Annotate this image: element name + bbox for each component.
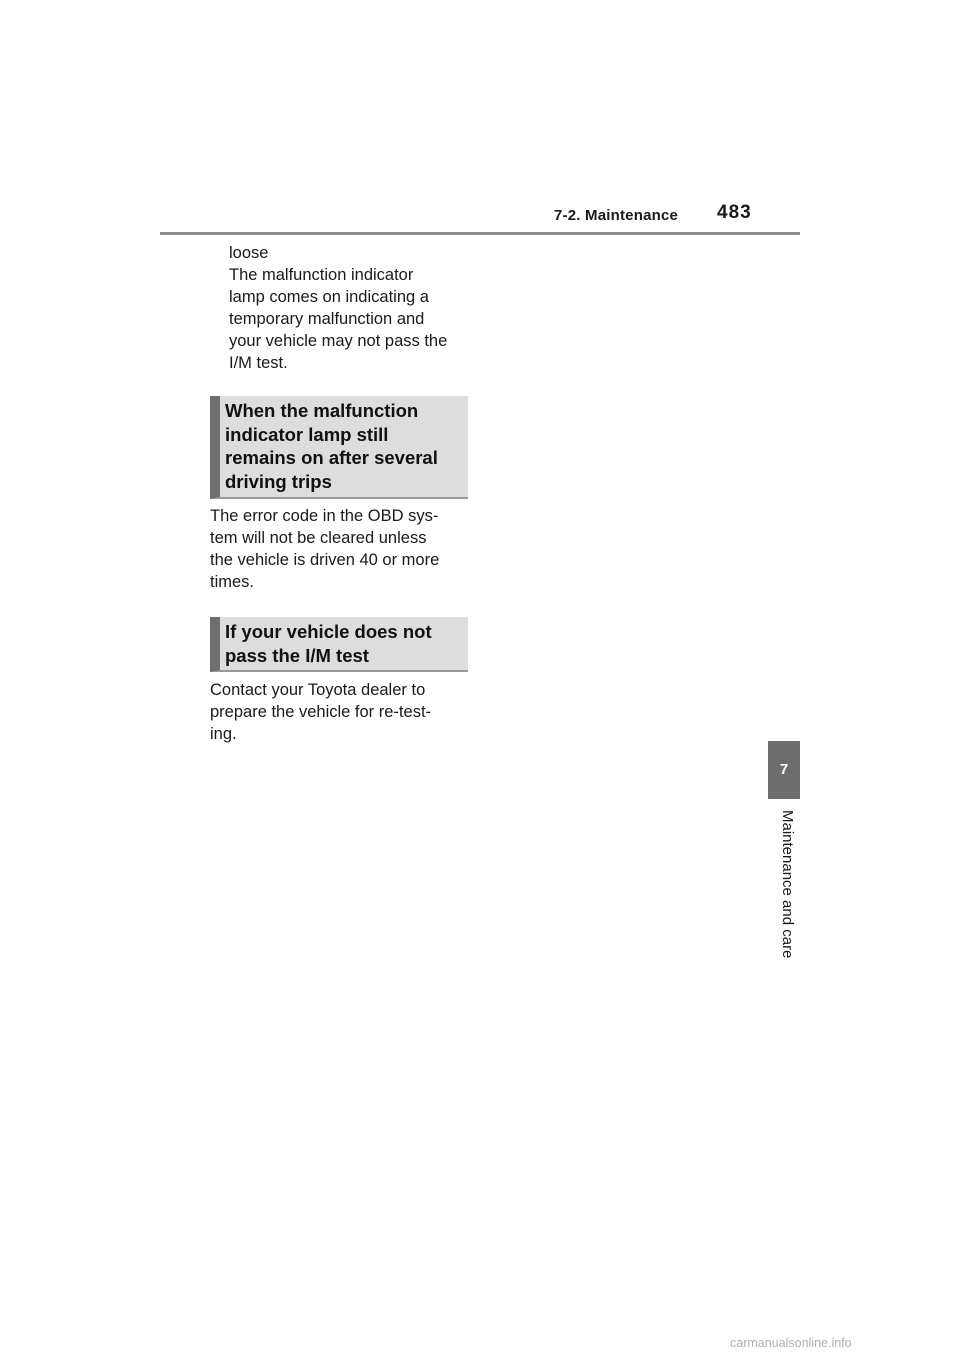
heading-line: indicator lamp still bbox=[225, 423, 389, 445]
section-body-im-test bbox=[210, 679, 472, 745]
text-line: temporary malfunction and bbox=[229, 310, 425, 328]
chapter-title: Maintenance and care bbox=[779, 810, 796, 959]
header-divider bbox=[160, 232, 800, 235]
section-body-malfunction-lamp bbox=[210, 505, 472, 593]
watermark: carmanualsonline.info bbox=[730, 1336, 852, 1350]
text-line: tem will not be cleared unless bbox=[210, 529, 427, 547]
text-line: Contact your Toyota dealer to bbox=[210, 681, 426, 699]
text-line: The error code in the OBD sys- bbox=[210, 507, 439, 525]
section-heading-malfunction-lamp bbox=[210, 396, 468, 499]
text-line: your vehicle may not pass the bbox=[229, 332, 448, 350]
continued-list-item bbox=[229, 242, 474, 374]
section-title: 7-2. Maintenance bbox=[554, 207, 679, 224]
section-heading-im-test bbox=[210, 617, 468, 672]
heading-line: pass the I/M test bbox=[225, 644, 369, 666]
text-line: lamp comes on indicating a bbox=[229, 288, 429, 306]
page-number: 483 bbox=[717, 202, 752, 223]
text-line: The malfunction indicator bbox=[229, 266, 414, 284]
text-line: ing. bbox=[210, 725, 237, 743]
heading-line: When the malfunction bbox=[225, 400, 419, 421]
text-line: times. bbox=[210, 573, 255, 591]
heading-line: If your vehicle does not bbox=[225, 621, 432, 642]
heading-line: driving trips bbox=[225, 470, 332, 492]
heading-line: remains on after several bbox=[225, 447, 438, 468]
text-line: I/M test. bbox=[229, 354, 288, 372]
text-line: the vehicle is driven 40 or more bbox=[210, 551, 440, 569]
text-line: prepare the vehicle for re-test- bbox=[210, 703, 432, 721]
text-line: loose bbox=[229, 244, 269, 262]
chapter-tab: 7 bbox=[768, 741, 800, 799]
